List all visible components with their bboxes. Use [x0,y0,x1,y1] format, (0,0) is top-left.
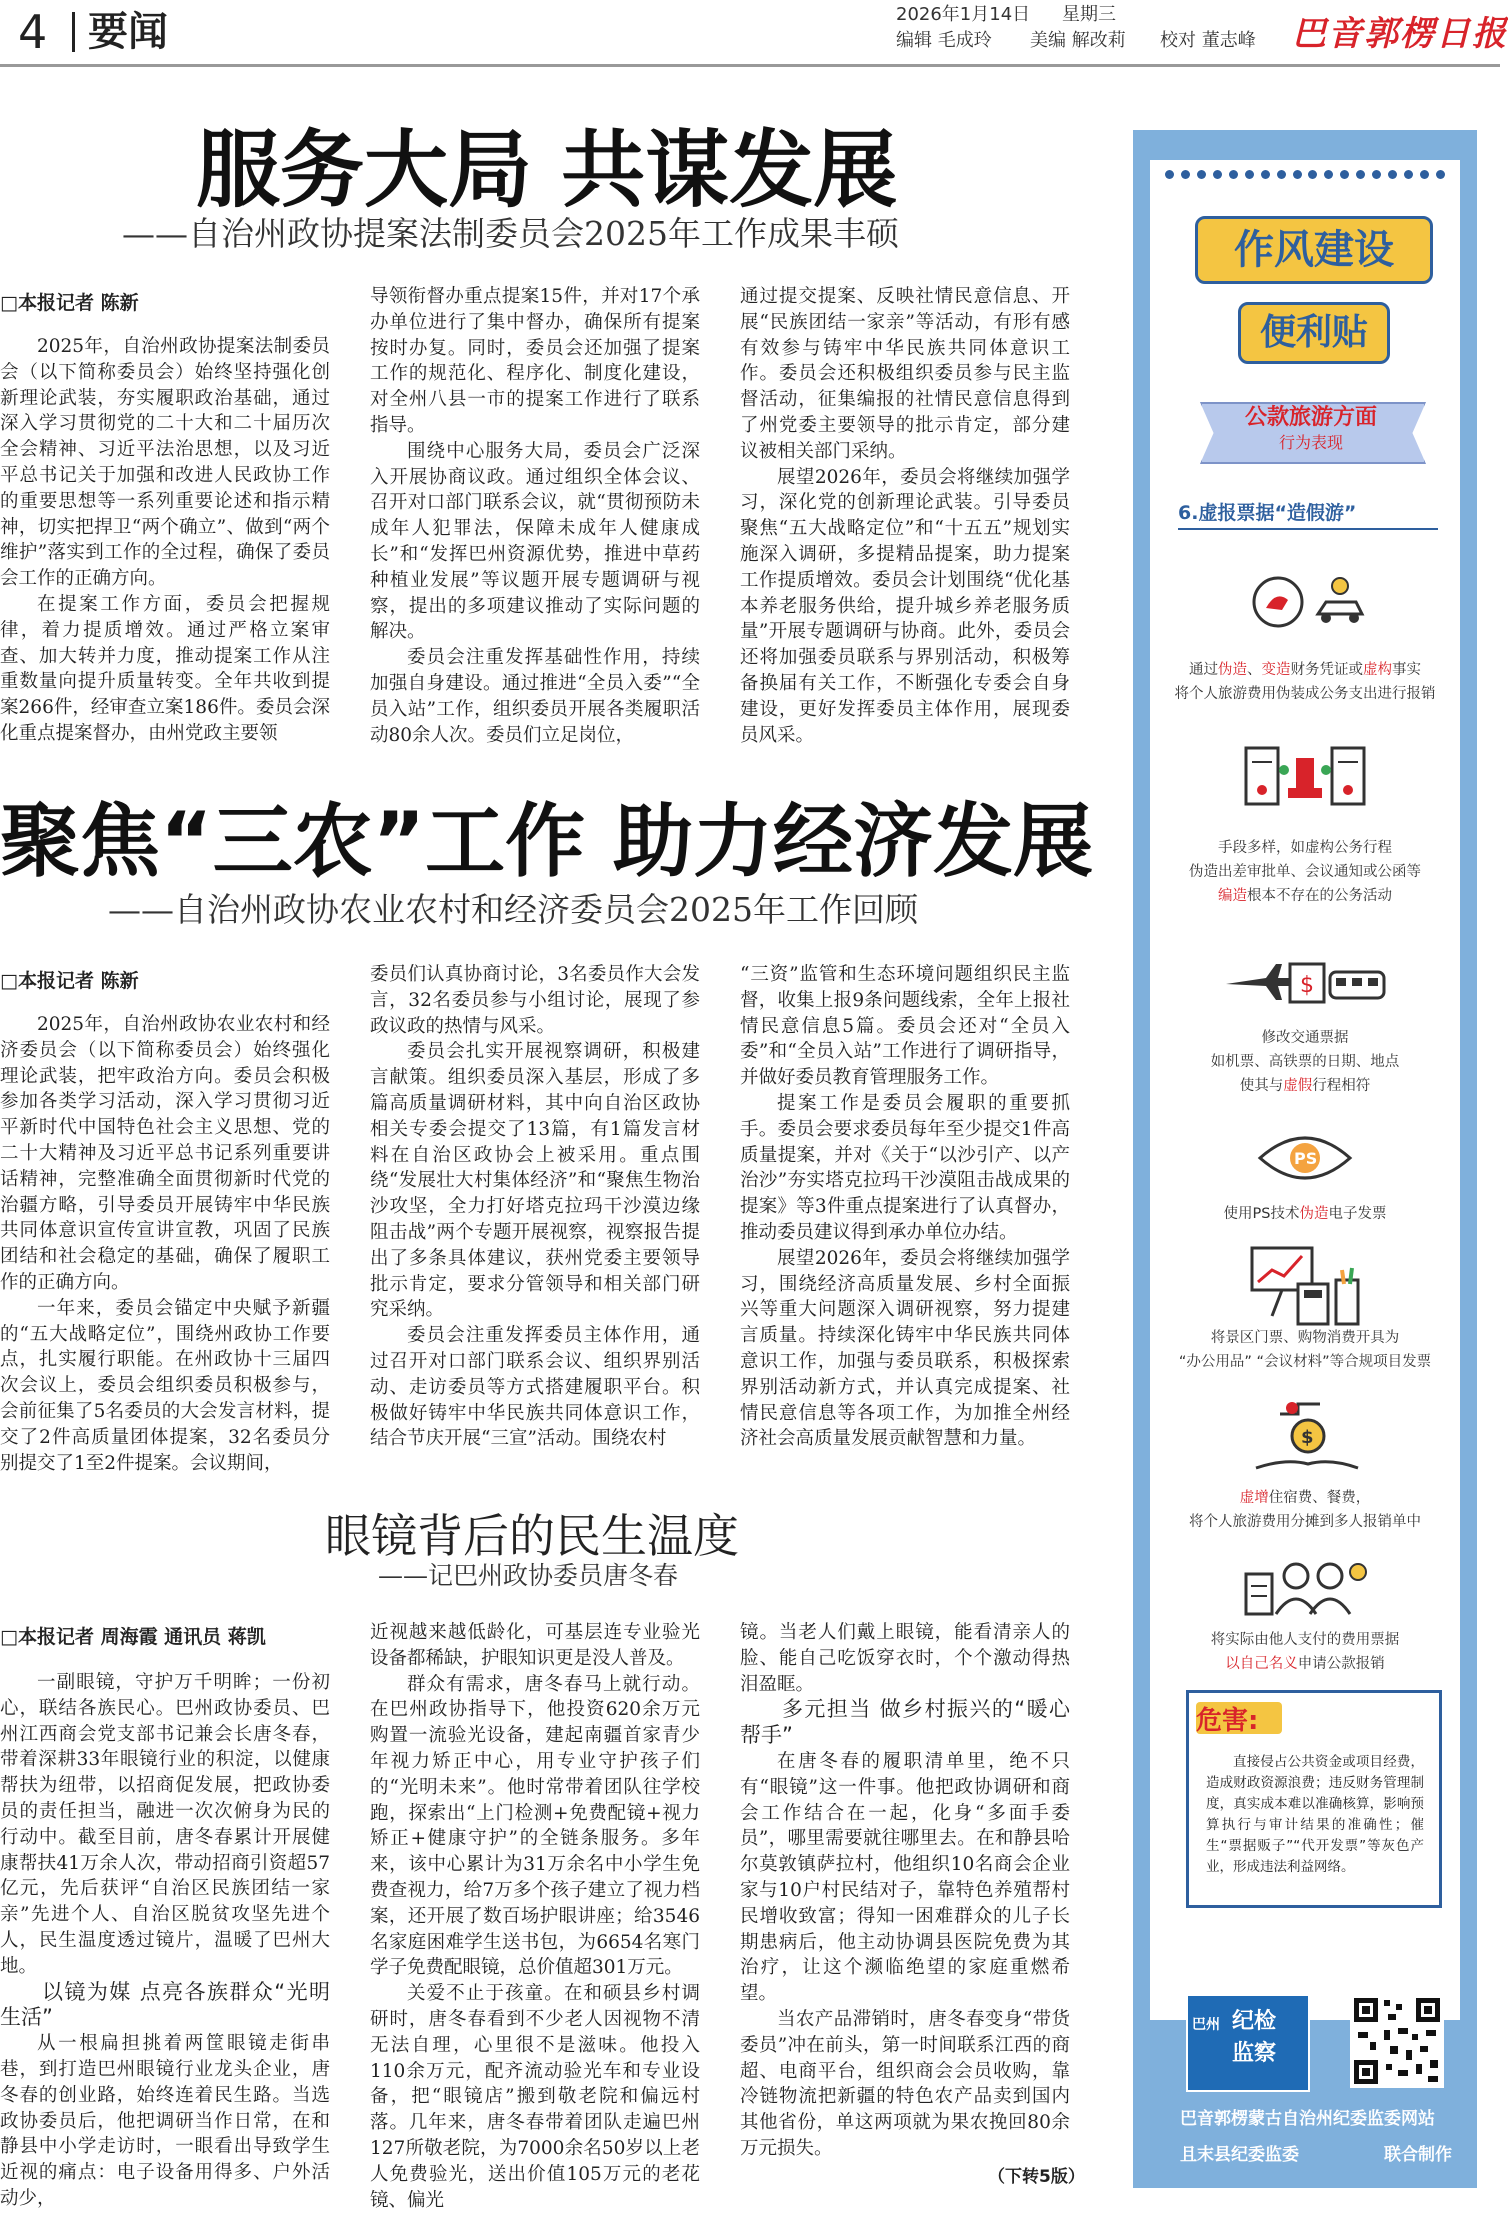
caption-2: 手段多样，如虚构公务行程 伪造出差审批单、会议通知或公函等 编造根本不存在的公务活动 [1189,840,1421,904]
chart-calculator-icon [1240,1240,1370,1330]
caption-6: 虚增住宿费、餐费， 将个人旅游费用分摊到多人报销单中 [1189,1490,1421,1530]
article1-title: 服务大局 共谋发展 [196,121,898,219]
hands-money-icon [1240,1392,1370,1482]
paragraph: 展望2026年，委员会将继续加强学习，深化党的创新理论武装。引导委员聚焦“五大战略定位”和“十五五”规划实施深入调研，多提精品提案，助力提案工作提质增效。委员会计划围绕“优化基本养老服务供给，提升城乡养老服务质量”开展专题调研与协商。此外，委员会还将加强委员联系与界别活动，积极筹备换届有关工作，不断强化专委会自身建设，更好发挥委员主体作用，展现委员风采。 [740,466,1070,746]
item-title-rule [1178,528,1438,530]
article1-column-3 [740,284,1070,744]
ps-eye-icon [1240,1118,1370,1198]
paragraph: 通过提交提案、反映社情民意信息、开展“民族团结一家亲”等活动，有形有感有效参与铸牢中华民族共同体意识工作。委员会还积极组织委员参与民主监督活动，征集编报的社情民意信息得到了州党委主要领导的批示肯定，部分建议被相关部门采纳。 [740,286,1070,462]
issue-date: 2026年1月14日 [896,4,1031,25]
paragraph: 围绕中心服务大局，委员会广泛深入开展协商议政。通过组织全体会议、召开对口部门联系会议，就“贯彻预防未成年人犯罪法，保障未成年人健康成长”和“发挥巴州资源优势，推进中草药种植业发展”等议题开展专题调研与视察，提出的多项建议推动了实际问题的解决。 [370,440,700,643]
paragraph: 2025年，自治州政协提案法制委员会（以下简称委员会）始终坚持强化创新理论武装，夯实履职政治基础，通过深入学习贯彻党的二十大和二十届历次全会精神、习近平法治思想，以及习近平总书记关于加强和改进人民政协工作的重要思想等一系列重要论述和指示精神，切实把捍卫“两个确立”、做到“两个维护”落实到工作的全过程，确保了委员会工作的正确方向。 [0,336,330,590]
article1-subtitle: ——自治州政协提案法制委员会2025年工作成果丰硕 [122,214,899,253]
caption-1: 通过伪造、变造财务凭证或虚构事实 将个人旅游费用伪装成公务支出进行报销 [1174,662,1436,702]
paragraph: 提案工作是委员会履职的重要抓手。委员会要求委员每年至少提交1件高质量提案，并对《关于“以沙引产、以产治沙”夯实塔克拉玛干沙漠阻击战成果的提案》等3件重点提案进行了认真督办，推动委员建议得到承办单位办结。 [740,1092,1070,1243]
binder-dots [1165,170,1445,182]
banner-line-1: 公款旅游方面 [1244,405,1377,430]
section-name: 要闻 [88,9,168,55]
article3-subhead-1: 以镜为媒 点亮各族群众“光明生活” [0,1979,330,2030]
footer-joint: 联合制作 [1384,2145,1452,2165]
article2-byline: □本报记者 陈新 [0,970,139,992]
ribbon-zuofeng: 作风建设 [1195,216,1433,284]
article2-subtitle: ——自治州政协农业农村和经济委员会2025年工作回顾 [108,890,918,929]
article2-column-1 [0,1012,330,1474]
editor-credit: 编辑 毛成玲 [896,30,992,51]
documents-stamp-icon [1240,740,1370,820]
header-divider [72,12,75,52]
article3-column-1 [0,1670,330,2209]
warning-title: 危害: [1196,1706,1259,1736]
paragraph: 委员会注重发挥基础性作用，持续加强自身建设。通过推进“全员入委”“全员入站”工作，组织委员开展各类履职活动80余人次。委员们立足岗位， [370,647,700,746]
paragraph: 委员会注重发挥委员主体作用，通过召开对口部门联系会议、组织界别活动、走访委员等方式搭建履职平台。积极做好铸牢中华民族共同体意识工作，结合节庆开展“三宣”活动。围绕农村 [370,1325,700,1450]
art-editor-credit: 美编 解改莉 [1030,30,1126,51]
paragraph: 一副眼镜，守护万千明眸；一份初心，联结各族民心。巴州政协委员、巴州江西商会党支部书记兼会长唐冬春，带着深耕33年眼镜行业的积淀，以健康帮扶为纽带，以招商促发展，把政协委员的责任担当，融进一次次俯身为民的行动中。截至目前，唐冬春累计开展健康帮扶41万余人次，带动招商引资超57亿元，先后获评“自治区民族团结一家亲”先进个人、自治区脱贫攻坚先进个人，民生温度透过镜片，温暖了巴州大地。 [0,1672,330,1977]
article1-byline: □本报记者 陈新 [0,292,139,314]
caption-5: 将景区门票、购物消费开具为 “办公用品” “会议材料”等合规项目发票 [1178,1330,1432,1370]
paragraph: 一年来，委员会锚定中央赋予新疆的“五大战略定位”，围绕州政协工作要点，扎实履行职能。在州政协十三届四次会议上，委员会组织委员积极参与，会前征集了5名委员的大会发言材料，提交了2件高质量团体提案，32名委员分别提交了1至2件提案。会议期间， [0,1297,330,1474]
item-title: 6.虚报票据“造假游” [1178,502,1357,524]
newspaper-logo: 巴音郭楞日报 [1292,14,1508,54]
ribbon-bianlitie: 便利贴 [1238,302,1390,364]
caption-3: 修改交通票据 如机票、高铁票的日期、地点 使其与虚假行程相符 [1210,1030,1400,1094]
caption-7: 将实际由他人支付的费用票据 以自己名义申请公款报销 [1210,1632,1400,1672]
svg-text:$: $ [1301,1427,1314,1448]
article1-column-1 [0,334,330,744]
footer-website: 巴音郭楞蒙古自治州纪委监委网站 [1180,2109,1435,2129]
article2-column-3 [740,962,1070,1452]
plane-train-ticket-icon [1220,942,1390,1022]
warning-text: 直接侵占公共资金或项目经费，造成财政资源浪费；违反财务管理制度，真实成本难以准确核算，影响预算执行与审计结果的准确性；催生“票据贩子”“代开发票”等灰色产业，形成违法利益网络。 [1206,1754,1424,1875]
qr-code-icon [1350,1994,1444,2088]
continued-note: （下转5版） [988,2167,1085,2187]
issue-weekday: 星期三 [1062,4,1116,25]
article2-title: 聚焦“三农”工作 助力经济发展 [0,795,1094,888]
svg-text:PS: PS [1294,1149,1318,1168]
article3-byline: □本报记者 周海霞 通讯员 蒋凯 [0,1626,266,1648]
header-rule [0,64,1500,67]
paragraph: 展望2026年，委员会将继续加强学习，围绕经济高质量发展、乡村全面振兴等重大问题深入调研视察，努力提建言质量。持续深化铸牢中华民族共同体意识工作，加强与委员联系，积极探索界别活动新方式，并认真完成提案、社情民意信息等各项工作，为加推全州经济社会高质量发展贡献智慧和力量。 [740,1247,1070,1450]
people-receipt-icon [1240,1552,1370,1632]
paragraph: 2025年，自治州政协农业农村和经济委员会（以下简称委员会）始终强化理论武装，把牢政治方向。委员会积极参加各类学习活动，深入学习贯彻习近平新时代中国特色社会主义思想、党的二十大精神及习近平总书记系列重要讲话精神，完整准确全面贯彻新时代党的治疆方略，引导委员开展铸牢中华民族共同体意识宣传宣讲宣教，巩固了民族团结和社会稳定的基础，确保了履职工作的正确方向。 [0,1014,330,1293]
caption-4: 使用PS技术伪造电子发票 [1223,1206,1387,1222]
article3-subtitle: ——记巴州政协委员唐冬春 [378,1561,679,1590]
paragraph: 近视越来越低龄化，可基层连专业验光设备都稀缺，护眼知识更是没人普及。 [370,1622,700,1669]
paragraph: 镜。当老人们戴上眼镜，能看清亲人的脸、能自己吃饭穿衣时，个个激动得热泪盈眶。 [740,1622,1070,1695]
article3-column-2 [370,1620,700,2211]
logo-text-1: 纪检 [1232,2009,1277,2034]
article3-title: 眼镜背后的民生温度 [325,1509,739,1563]
hand-car-icon [1240,562,1370,642]
article3-column-3 [740,1620,1070,2160]
paragraph: 从一根扁担挑着两筐眼镜走街串巷，到打造巴州眼镜行业龙头企业，唐冬春的创业路，始终连着民生路。当选政协委员后，他把调研当作日常，在和静县中小学走访时，一眼看出导致学生近视的痛点：电子设备用得多、户外活动少， [0,2033,330,2209]
article2-column-2 [370,962,700,1452]
footer-office: 且末县纪委监委 [1180,2145,1299,2165]
paragraph: 当农产品滞销时，唐冬春变身“带货委员”冲在前头，第一时间联系江西的商超、电商平台，组织商会会员收购，靠冷链物流把新疆的特色农产品卖到国内其他省份，单这两项就为果农挽回80余万元损失。 [740,2008,1070,2159]
logo-text-2: 监察 [1232,2041,1277,2066]
page-number: 4 [18,5,48,59]
article3-subhead-2: 多元担当 做乡村振兴的“暖心帮手” [740,1697,1070,1748]
paragraph: 关爱不止于孩童。在和硕县乡村调研时，唐冬春看到不少老人因视物不清无法自理，心里很不是滋味。他投入110余万元，配齐流动验光车和专业设备，把“眼镜店”搬到敬老院和偏远村落。几年来，唐冬春带着团队走遍巴州127所敬老院，为7000余名50岁以上老人免费验光，送出价值105万元的老花镜、偏光 [370,1983,700,2211]
paragraph: 委员会扎实开展视察调研，积极建言献策。组织委员深入基层，形成了多篇高质量调研材料，其中向自治区政协相关专委会提交了13篇，有1篇发言材料在自治区政协会上被采用。重点围绕“发展壮大村集体经济”和“聚焦生物治沙攻坚，全力打好塔克拉玛干沙漠边缘阻击战”两个专题开展视察，视察报告提出了多条具体建议，获州党委主要领导批示肯定，要求分管领导和相关部门研究采纳。 [370,1041,700,1321]
proofreader-credit: 校对 董志峰 [1160,30,1256,51]
paragraph: 在唐冬春的履职清单里，绝不只有“眼镜”这一件事。他把政协调研和商会工作结合在一起，化身“多面手委员”，哪里需要就往哪里去。在和静县哈尔莫敦镇萨拉村，他组织10名商会企业家与10户村民结对子，靠特色养殖帮村民增收致富；得知一困难群众的儿子长期患病后，他主动协调县医院免费为其治疗，让这个濒临绝望的家庭重燃希望。 [740,1750,1070,2005]
svg-text:$: $ [1300,973,1314,998]
paragraph: 群众有需求，唐冬春马上就行动。在巴州政协指导下，他投资620余万元购置一流验光设备，建起南疆首家青少年视力矫正中心，用专业守护孩子们的“光明未来”。他时常带着团队往学校跑，探索出“上门检测+免费配镜+视力矫正+健康守护”的全链条服务。多年来，该中心累计为31万余名中小学生免费查视力，给7万多个孩子建立了视力档案，还开展了数百场护眼讲座；给3546名家庭困难学生送书包，为6654名寒门学子免费配眼镜，总价值超301万元。 [370,1673,700,1979]
paragraph: 委员们认真协商讨论，3名委员作大会发言，32名委员参与小组讨论，展现了参政议政的热情与风采。 [370,964,700,1037]
paragraph: “三资”监管和生态环境问题组织民主监督，收集上报9条问题线索，全年上报社情民意信息5篇。委员会还对“全员入委”和“全员入站”工作进行了调研指导，并做好委员教育管理服务工作。 [740,964,1070,1089]
logo-side-text: 巴州 [1192,2017,1220,2033]
article1-column-2 [370,284,700,744]
paragraph: 导领衔督办重点提案15件，并对17个承办单位进行了集中督办，确保所有提案按时办复。同时，委员会还加强了提案工作的规范化、程序化、制度化建设，对全州八县一市的提案工作进行了联系指导。 [370,286,700,436]
banner-line-2: 行为表现 [1278,433,1343,452]
paragraph: 在提案工作方面，委员会把握规律，着力提质增效。通过严格立案审查、加大转并力度，推动提案工作从注重数量向提升质量转变。全年共收到提案266件，经审查立案186件。委员会深化重点提案督办，由州党政主要领 [0,593,330,744]
